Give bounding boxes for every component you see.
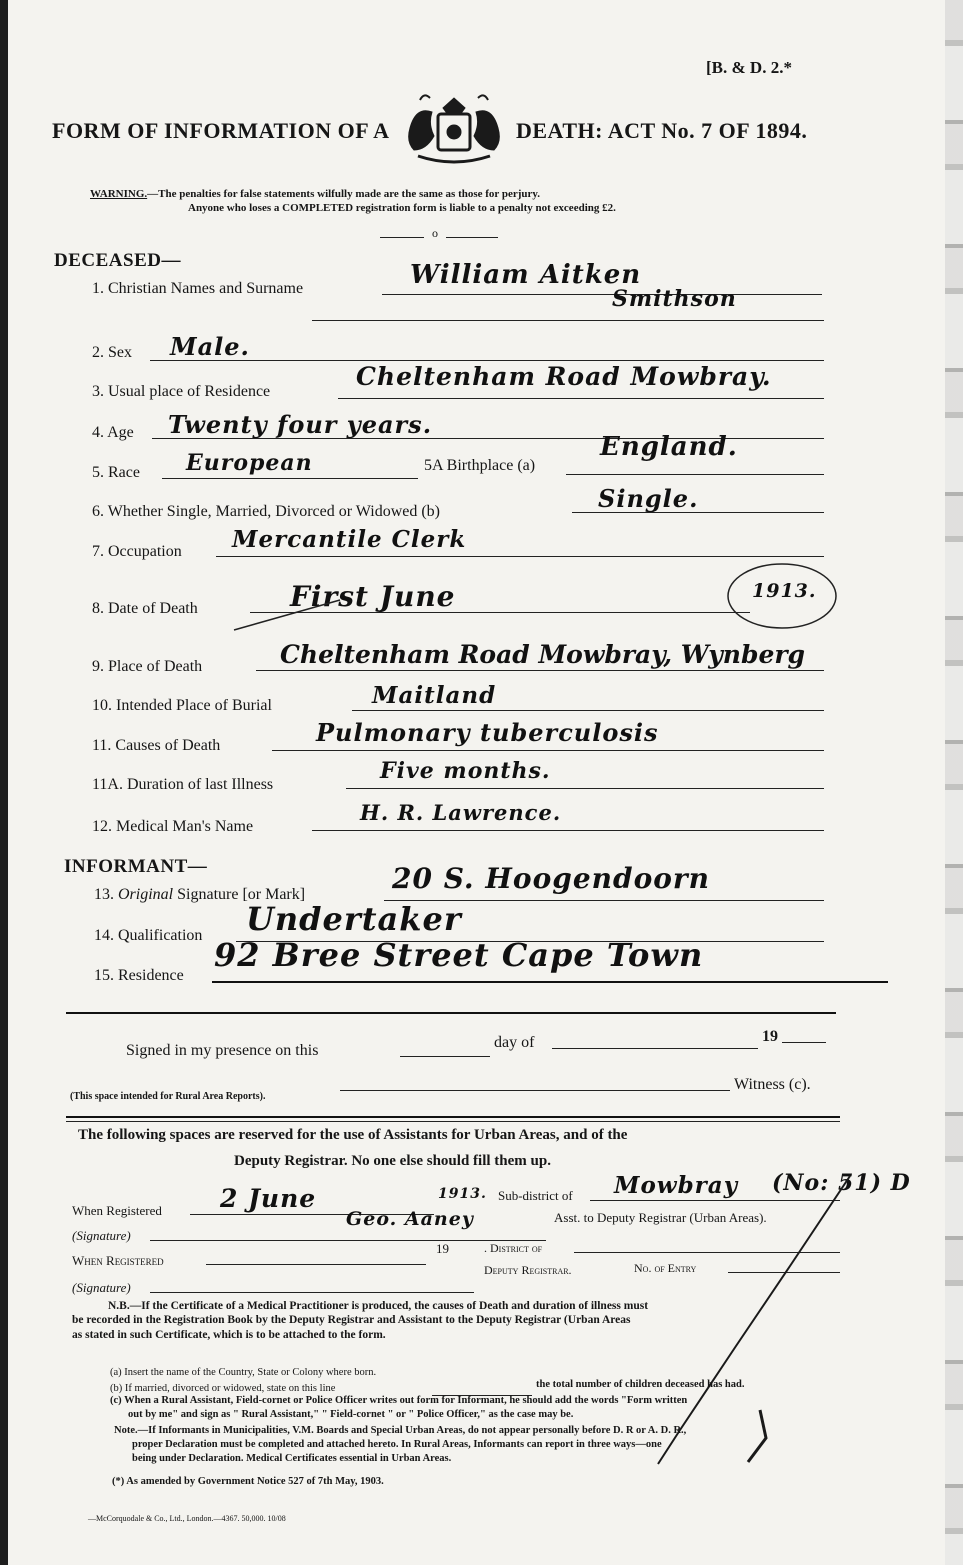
when-registered-2-line xyxy=(206,1264,426,1265)
warning-text-2: Anyone who loses a COMPLETED registration form is liable to a penalty not exceeding £2. xyxy=(188,202,616,214)
printer-imprint: —McCorquodale & Co., Ltd., London.—4367. 50,000. 10/08 xyxy=(88,1514,286,1523)
note-b: (b) If married, divorced or widowed, state on this line xyxy=(110,1383,336,1394)
causes-line xyxy=(272,750,824,751)
section-divider-2b xyxy=(66,1121,840,1122)
age-value: Twenty four years. xyxy=(168,410,433,439)
signature-label-original: Original xyxy=(118,886,174,903)
title-left: FORM OF INFORMATION OF A xyxy=(52,118,390,143)
race-value: European xyxy=(186,450,313,476)
note-2: proper Declaration must be completed and attached hereto. In Rural Areas, Informants can report in three ways—one xyxy=(132,1439,662,1450)
residence-value: Cheltenham Road Mowbray. xyxy=(356,362,772,391)
reserved-line-2: Deputy Registrar. No one else should fill them up. xyxy=(234,1153,551,1169)
name-value-continued: Smithson xyxy=(612,286,737,312)
birthplace-value: England. xyxy=(600,432,738,462)
warning-text-1: —The penalties for false statements wilfully made are the same as those for perjury. xyxy=(147,188,541,200)
title-right: DEATH: ACT No. 7 OF 1894. xyxy=(516,118,808,143)
marital-label: 6. Whether Single, Married, Divorced or Widowed (b) xyxy=(92,503,440,520)
section-divider-1 xyxy=(66,1012,836,1014)
signed-year: 19 xyxy=(762,1028,778,1045)
residence-informant-line xyxy=(212,981,888,983)
warning-label: WARNING. xyxy=(90,188,148,200)
name-line-2 xyxy=(312,320,824,321)
rural-note: (This space intended for Rural Area Reports). xyxy=(70,1091,266,1102)
deceased-heading: DECEASED— xyxy=(54,250,181,271)
signed-month-line xyxy=(552,1048,758,1049)
medical-line xyxy=(312,830,824,831)
place-value: Cheltenham Road Mowbray, Wynberg xyxy=(280,640,805,669)
causes-value: Pulmonary tuberculosis xyxy=(316,718,659,747)
separator-mark: o xyxy=(432,226,438,240)
registered-year-2: 19 xyxy=(436,1241,449,1256)
causes-label: 11. Causes of Death xyxy=(92,737,221,754)
witness-label: Witness (c). xyxy=(734,1076,811,1093)
page-right-edge xyxy=(945,0,963,1565)
place-label: 9. Place of Death xyxy=(92,658,203,675)
entry-number-value: (No: 51) D xyxy=(772,1170,911,1196)
when-registered-2-label: When Registered xyxy=(72,1253,164,1268)
birthplace-line xyxy=(566,474,824,475)
residence-informant-value: 92 Bree Street Cape Town xyxy=(214,936,704,974)
place-line xyxy=(256,670,824,671)
burial-label: 10. Intended Place of Burial xyxy=(92,697,272,714)
birthplace-label: 5A Birthplace (a) xyxy=(424,457,536,474)
signed-year-line xyxy=(782,1042,826,1043)
warning-line-1 xyxy=(90,188,540,200)
burial-line xyxy=(352,710,824,711)
date-value: First June xyxy=(290,580,456,613)
residence-label: 3. Usual place of Residence xyxy=(92,383,271,400)
occupation-label: 7. Occupation xyxy=(92,543,182,560)
qualification-value: Undertaker xyxy=(246,900,462,938)
signed-day-line xyxy=(400,1056,490,1057)
asst-label: Asst. to Deputy Registrar (Urban Areas). xyxy=(554,1210,767,1225)
date-stroke xyxy=(230,596,350,636)
name-line xyxy=(382,294,822,295)
duration-value: Five months. xyxy=(380,758,551,784)
year-value: 1913. xyxy=(752,580,817,602)
note-a: (a) Insert the name of the Country, State or Colony where born. xyxy=(110,1367,377,1378)
signature-label-rest: Signature [or Mark] xyxy=(177,886,306,903)
deputy-registrar-label: Deputy Registrar. xyxy=(484,1263,572,1277)
subdistrict-value: Mowbray xyxy=(614,1172,739,1199)
form-code: [B. & D. 2.* xyxy=(706,58,792,77)
age-label: 4. Age xyxy=(92,424,134,441)
name-label: 1. Christian Names and Surname xyxy=(92,280,304,297)
signature-2-line xyxy=(150,1292,474,1293)
medical-value: H. R. Lawrence. xyxy=(360,800,562,825)
occupation-line xyxy=(216,556,824,557)
signature-1-value: Geo. Aaney xyxy=(346,1208,474,1230)
district-of-label: . District of xyxy=(484,1241,543,1255)
duration-label: 11A. Duration of last Illness xyxy=(92,776,274,793)
race-label: 5. Race xyxy=(92,464,140,481)
signature-2-label: (Signature) xyxy=(72,1280,131,1295)
marital-line xyxy=(572,512,824,513)
signature-label-num: 13. xyxy=(94,886,114,903)
date-label: 8. Date of Death xyxy=(92,600,198,617)
separator-right xyxy=(446,237,498,238)
separator-left xyxy=(380,237,424,238)
duration-line xyxy=(346,788,824,789)
sex-line xyxy=(150,360,824,361)
coat-of-arms-emblem xyxy=(398,88,510,170)
marital-value: Single. xyxy=(598,484,699,513)
note-c: (c) When a Rural Assistant, Field-cornet or Police Officer writes out form for Informant, he should add the words "Form written xyxy=(110,1395,688,1406)
sex-value: Male. xyxy=(170,332,250,361)
amended-note: (*) As amended by Government Notice 527 of 7th May, 1903. xyxy=(112,1476,384,1487)
note-3: being under Declaration. Medical Certificates essential in Urban Areas. xyxy=(132,1453,452,1464)
reserved-line-1: The following spaces are reserved for the use of Assistants for Urban Areas, and of the xyxy=(78,1127,628,1143)
signature-value: 20 S. Hoogendoorn xyxy=(392,862,711,895)
page-left-edge xyxy=(0,0,8,1565)
residence-line xyxy=(338,398,824,399)
sex-label: 2. Sex xyxy=(92,344,132,361)
nb-line-3: as stated in such Certificate, which is to be attached to the form. xyxy=(72,1329,386,1341)
name-value: William Aitken xyxy=(410,260,642,290)
signature-1-label: (Signature) xyxy=(72,1228,131,1243)
nb-line-2: be recorded in the Registration Book by the Deputy Registrar and Assistant to the Deputy Registrar (Urban Areas xyxy=(72,1314,631,1326)
signed-day-of: day of xyxy=(494,1034,535,1051)
when-registered-label: When Registered xyxy=(72,1203,162,1218)
medical-label: 12. Medical Man's Name xyxy=(92,818,254,835)
subdistrict-label: Sub-district of xyxy=(498,1188,573,1203)
informant-heading: INFORMANT— xyxy=(64,856,208,877)
section-divider-2 xyxy=(66,1116,840,1118)
occupation-value: Mercantile Clerk xyxy=(232,526,467,553)
when-registered-value: 2 June xyxy=(220,1184,317,1213)
signed-text: Signed in my presence on this xyxy=(126,1042,319,1059)
note-b-2: the total number of children deceased has had. xyxy=(536,1379,745,1390)
witness-line xyxy=(340,1090,730,1091)
registered-year: 1913. xyxy=(438,1186,487,1202)
qualification-label: 14. Qualification xyxy=(94,927,203,944)
burial-value: Maitland xyxy=(372,682,497,709)
race-line xyxy=(162,478,418,479)
nb-line-1: N.B.—If the Certificate of a Medical Practitioner is produced, the causes of Death and duration of illness must xyxy=(108,1300,649,1312)
note-c-2: out by me" and sign as " Rural Assistant," " Field-cornet " or " Police Officer," as the case may be. xyxy=(128,1409,574,1420)
no-of-entry-label: No. of Entry xyxy=(634,1261,697,1275)
note-1: Note.—If Informants in Municipalities, V.M. Boards and Special Urban Areas, do not appear personally before D. R or A. D. R., xyxy=(114,1425,687,1436)
residence-informant-label: 15. Residence xyxy=(94,967,184,984)
